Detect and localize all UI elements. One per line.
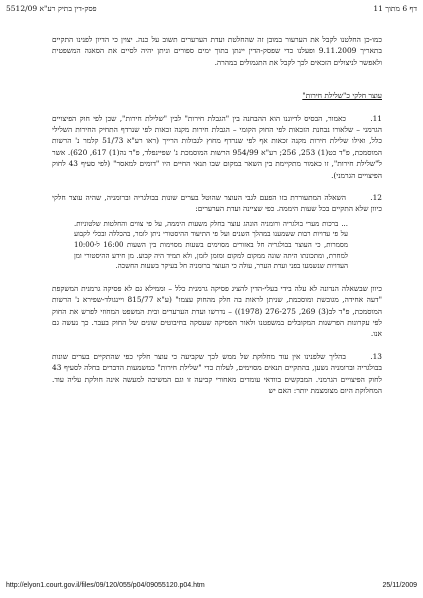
- document-body: [52, 34, 382, 397]
- paragraph-number: 12.: [370, 193, 382, 203]
- page-footer: [6, 582, 417, 594]
- paragraph-number: 11.: [370, 113, 382, 123]
- source-url: http://elyon1.court.gov.il/files/09/120/055/p04/09055120.p04.htm: [6, 582, 205, 589]
- section-heading: [52, 90, 382, 101]
- page-number: דף 6 מתוך 11: [373, 4, 417, 13]
- paragraph-continuation: כיוון שבשאלה הנדונה לא עלה בידי בעלי-הדין להציג פסיקה גרמנית כלל – וממילא גם לא פסיקה גרמנית המשקפת "דעה אחידה, מגובשת ומוסכמת, שניתן לראות בה חלק מהחוק עצמו" (ע"א 815/77 ויינגולד-שפירא נ' הרשות המוסמכת, פ"ד לב(3) 269, 276-275 (1978)) – נדרשו ועדת הערערים ובית המשפט המחוזי לפרש את החוק לפי עקרונות הפרשנות המקובלים במשפטנו ולאור הפסיקה שעסקה בחיבוטים שונים של החוק בעבר. כך נעשה גם אנו.: [52, 283, 382, 339]
- page-header: [6, 4, 417, 16]
- case-title: פסק-דין בתיק רע"א 5512/09: [6, 4, 97, 13]
- paragraph-12: [52, 192, 382, 215]
- paragraph-text: בהליך שלפנינו אין עוד מחלוקת של ממש לכך שקביעה כי עוצר חלקי כפי שהתקיים בערים שונות בבולגריה וברומניה נשען, בהתקיים תנאים מסוימים, לעלות כדי "שלילת חירות" כמשמעות הדברים בחלה לסעיף 43 לחוק הפיצויים הגרמני. המבקשים בוודאי עומדים מאחורי קביעה זו וגם המשיבה למעשה אינה חולקת עליה עוד. המחלוקת היום מצומצמת יותר: האם יש: [52, 351, 382, 396]
- paragraph-text: השאלה המתעוררת בזו הפעם לגבי העוצר שהוטל בערים שונות בבולגריה וברומניה, שהיה עוצר חלקי כיוון שלא התקיים בכל שעות היממה. כפי שציינה ועדת הערערים:: [52, 193, 382, 214]
- section-heading-text: עוצר חלקי כ"שלילת חירות": [302, 91, 382, 101]
- paragraph-number: 13.: [370, 351, 382, 361]
- paragraph-text: כאמור, הבסיס לדיוננו הוא ההבחנה בין "הגבלת חירות" לבין "שלילת חירות", שכן לפי חוק הפיצויים הגרמני – שלאורו נבחנת הזכאות לפי החוק הקומי – הגבלת חירות מקנה זכאות לפי שנרדף התחיק החירות השלילי כלל, ואילו שלילת חירות מקנה זכאות אף לפי שנרדף מחוץ לגבולות הרייך (ראו רע"א 51/73 קלמר נ' הרשות המוסמכת, פ"ד כט(1) 253, 256; רע"א 954/99 הרשות המוסמכת נ' שפיינפלד, פ"ד נה(1) 617, 620). אשר ל"שלילת חירות", זו כאמור מתקיימת בין השאר במקום שבו תנאי החיים היו "דומים למאסר" (לפי סעיף 43 לחוק הפיצויים הגרמני).: [52, 113, 382, 180]
- block-quote: ... ברכות מערי בולגריה ורומניה הונהג עוצר בחלק משעות היממה, על פי צווים והחלטות שלטוניות. על פי עדויות רבות ששמענו במהלך השנים ועל פי התיעוד ההיסטורי ניתן לומר, בהכללה ובכלי לקבוע מסמרות, כי העוצר בבולגריה חל באזורים מסוימים בשעות מסוימות בין השעות 16:00 ל-10:00 למחרת, ומתכונתו היתה שונה ממקום למקום ומזמן לזמן, ולא תמיד היה קבוע. מן חידע ההיסטורי ומן העדויות שנשמעו בפני ועדת הערר, עולה כי העוצר ברומניה חל בעיקר בשעות החשכה.: [74, 219, 348, 271]
- print-date: 25/11/2009: [382, 582, 417, 589]
- paragraph-13: [52, 351, 382, 397]
- intro-paragraph: כמו-כן החלטנו לקבל את הערעור במובן זה שהחלטת ועדת הערערים תשוב על כנה. יצוין כי הדיון לפנינו התקיים בתאריך 9.11.2009 ופעלנו כדי שפסק-הדין יינתן בתוך ימים ספורים וניתן יהיה לסיים את הסאגה המשפטית ולאפשר לניצולים הזכאים לכך לקבל את התגמולים במהרה.: [52, 35, 382, 67]
- paragraph-11: [52, 113, 382, 181]
